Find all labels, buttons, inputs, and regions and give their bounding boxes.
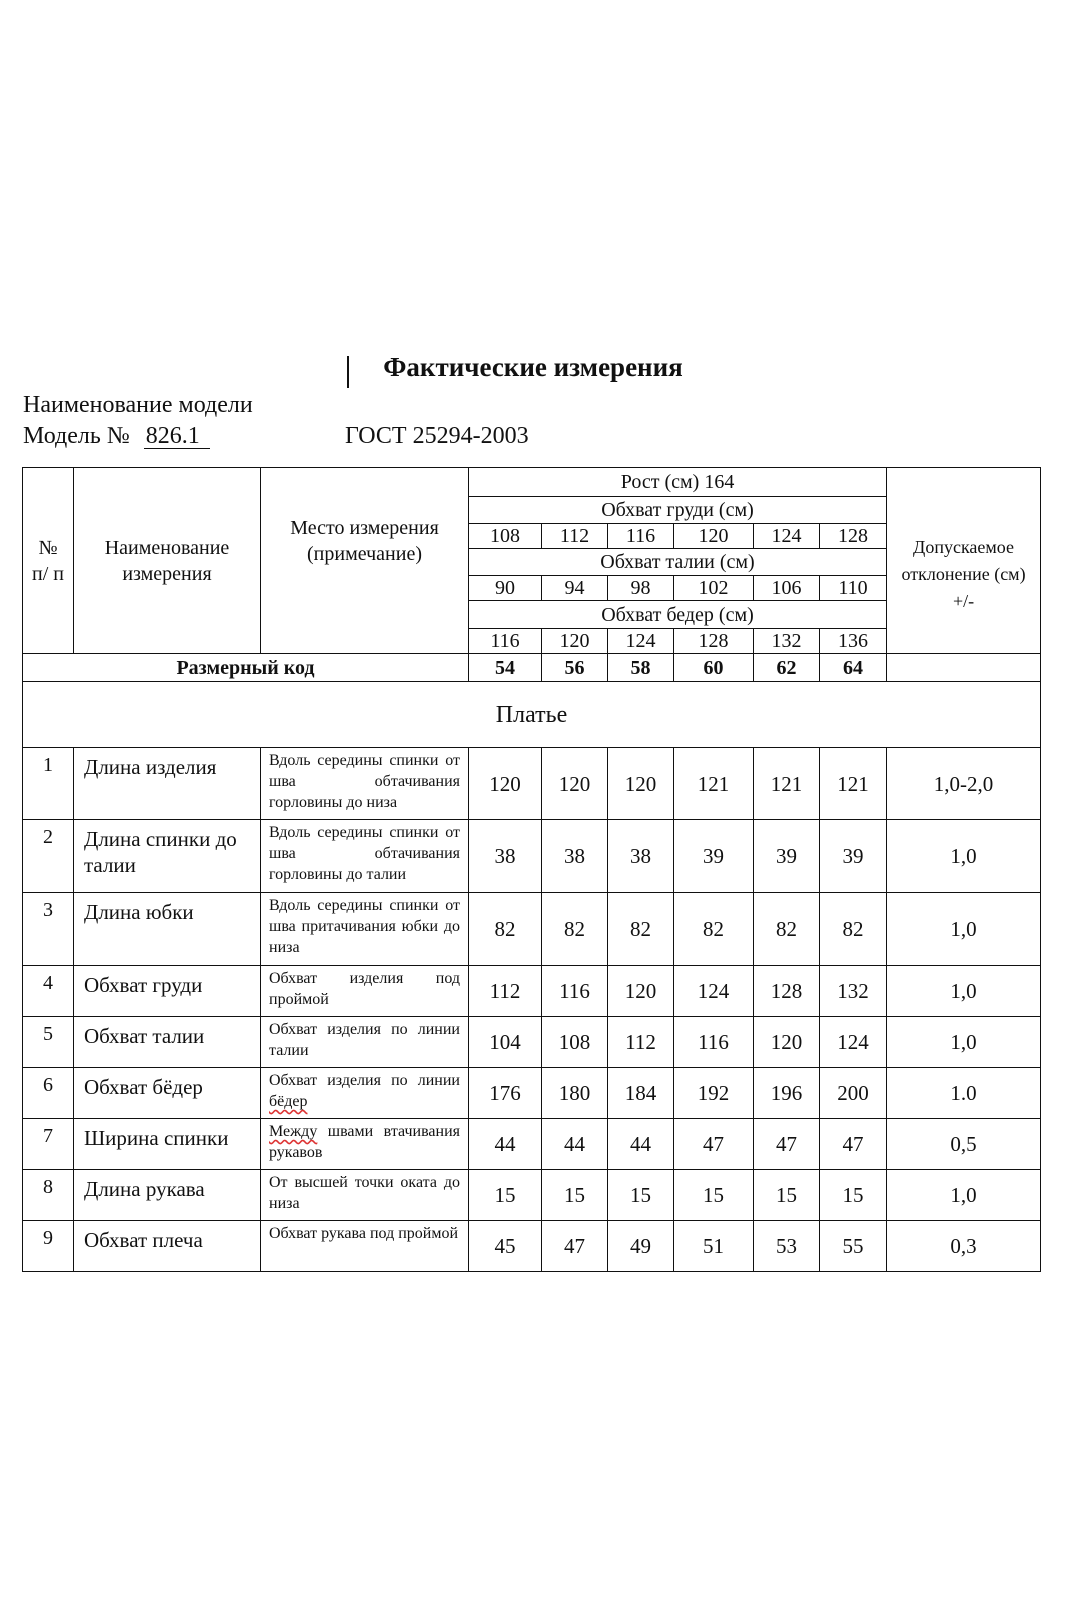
row-value: 44 bbox=[469, 1119, 542, 1170]
height-header: Рост (см) 164 bbox=[469, 468, 887, 497]
row-tolerance: 0,5 bbox=[887, 1119, 1041, 1170]
row-value: 38 bbox=[542, 820, 608, 893]
row-value: 176 bbox=[469, 1068, 542, 1119]
row-value: 15 bbox=[820, 1170, 887, 1221]
chest-value-cell: 112 bbox=[542, 524, 608, 549]
row-index: 9 bbox=[23, 1221, 74, 1272]
table-row bbox=[23, 1221, 1041, 1272]
row-value: 15 bbox=[608, 1170, 674, 1221]
table-row bbox=[23, 1017, 1041, 1068]
row-value: 15 bbox=[542, 1170, 608, 1221]
table-row bbox=[23, 748, 1041, 820]
row-place: От высшей точки оката до низа bbox=[261, 1170, 469, 1221]
row-name: Длина рукава bbox=[74, 1170, 261, 1221]
document-title: Фактические измерения bbox=[383, 352, 683, 382]
section-title: Платье bbox=[23, 682, 1041, 748]
row-tolerance: 0,3 bbox=[887, 1221, 1041, 1272]
model-number-value: 826.1 bbox=[144, 424, 210, 449]
row-tolerance: 1,0-2,0 bbox=[887, 748, 1041, 820]
tolerance-header: Допускаемое отклонение (см) +/- bbox=[887, 497, 1041, 654]
waist-value-cell: 98 bbox=[608, 576, 674, 601]
chest-header: Обхват груди (см) bbox=[469, 497, 887, 524]
row-value: 39 bbox=[754, 820, 820, 893]
row-value: 44 bbox=[608, 1119, 674, 1170]
waist-value-cell: 102 bbox=[674, 576, 754, 601]
row-value: 82 bbox=[820, 893, 887, 966]
row-value: 112 bbox=[469, 966, 542, 1017]
row-value: 82 bbox=[674, 893, 754, 966]
row-value: 132 bbox=[820, 966, 887, 1017]
row-value: 120 bbox=[608, 748, 674, 820]
row-index: 3 bbox=[23, 893, 74, 966]
row-name: Обхват бёдер bbox=[74, 1068, 261, 1119]
row-value: 180 bbox=[542, 1068, 608, 1119]
chest-value-cell: 124 bbox=[754, 524, 820, 549]
row-value: 44 bbox=[542, 1119, 608, 1170]
table-row bbox=[23, 820, 1041, 893]
hips-value-cell: 124 bbox=[608, 629, 674, 654]
row-value: 104 bbox=[469, 1017, 542, 1068]
row-tolerance: 1,0 bbox=[887, 820, 1041, 893]
row-value: 120 bbox=[542, 748, 608, 820]
row-value: 15 bbox=[469, 1170, 542, 1221]
chest-value-cell: 128 bbox=[820, 524, 887, 549]
row-tolerance: 1,0 bbox=[887, 966, 1041, 1017]
size-code-cell: 62 bbox=[754, 654, 820, 682]
hips-value-cell: 136 bbox=[820, 629, 887, 654]
row-value: 45 bbox=[469, 1221, 542, 1272]
row-value: 15 bbox=[674, 1170, 754, 1221]
row-value: 82 bbox=[754, 893, 820, 966]
row-value: 116 bbox=[674, 1017, 754, 1068]
size-code-tolerance-cell bbox=[887, 654, 1041, 682]
row-value: 47 bbox=[754, 1119, 820, 1170]
hips-value-cell: 132 bbox=[754, 629, 820, 654]
row-value: 120 bbox=[754, 1017, 820, 1068]
chest-value-cell: 108 bbox=[469, 524, 542, 549]
waist-value-cell: 110 bbox=[820, 576, 887, 601]
row-value: 121 bbox=[674, 748, 754, 820]
row-value: 192 bbox=[674, 1068, 754, 1119]
row-name: Длина изделия bbox=[74, 748, 261, 820]
row-value: 82 bbox=[542, 893, 608, 966]
row-value: 38 bbox=[608, 820, 674, 893]
hips-value-cell: 128 bbox=[674, 629, 754, 654]
row-name: Длина спинки до талии bbox=[74, 820, 261, 893]
row-value: 53 bbox=[754, 1221, 820, 1272]
row-value: 47 bbox=[542, 1221, 608, 1272]
model-number-line bbox=[23, 423, 210, 450]
row-value: 120 bbox=[469, 748, 542, 820]
row-name: Обхват талии bbox=[74, 1017, 261, 1068]
row-place: Обхват изделия по линии бёдер bbox=[261, 1068, 469, 1119]
row-name: Длина юбки bbox=[74, 893, 261, 966]
table-row bbox=[23, 966, 1041, 1017]
table-row bbox=[23, 1119, 1041, 1170]
row-index: 8 bbox=[23, 1170, 74, 1221]
row-value: 200 bbox=[820, 1068, 887, 1119]
row-value: 55 bbox=[820, 1221, 887, 1272]
row-tolerance: 1,0 bbox=[887, 893, 1041, 966]
row-value: 15 bbox=[754, 1170, 820, 1221]
row-value: 38 bbox=[469, 820, 542, 893]
row-index: 4 bbox=[23, 966, 74, 1017]
row-value: 121 bbox=[820, 748, 887, 820]
row-name: Обхват груди bbox=[74, 966, 261, 1017]
hips-header: Обхват бедер (см) bbox=[469, 601, 887, 629]
row-place: Вдоль середины спинки от шва притачивания юбки до низа bbox=[261, 893, 469, 966]
row-place: Вдоль середины спинки от шва обтачивания горловины до низа bbox=[261, 748, 469, 820]
row-index: 2 bbox=[23, 820, 74, 893]
row-index: 5 bbox=[23, 1017, 74, 1068]
row-value: 82 bbox=[469, 893, 542, 966]
row-value: 47 bbox=[820, 1119, 887, 1170]
standard-label: ГОСТ 25294-2003 bbox=[345, 423, 529, 449]
text-cursor bbox=[347, 356, 349, 388]
hips-value-cell: 116 bbox=[469, 629, 542, 654]
row-tolerance: 1.0 bbox=[887, 1068, 1041, 1119]
row-value: 184 bbox=[608, 1068, 674, 1119]
row-index: 1 bbox=[23, 748, 74, 820]
model-name-label: Наименование модели bbox=[23, 392, 253, 418]
row-place: Обхват изделия под проймой bbox=[261, 966, 469, 1017]
table-row bbox=[23, 1170, 1041, 1221]
waist-header: Обхват талии (см) bbox=[469, 549, 887, 576]
row-value: 121 bbox=[754, 748, 820, 820]
row-value: 124 bbox=[820, 1017, 887, 1068]
row-value: 124 bbox=[674, 966, 754, 1017]
row-value: 49 bbox=[608, 1221, 674, 1272]
tolerance-header-top bbox=[887, 468, 1041, 497]
row-value: 82 bbox=[608, 893, 674, 966]
place-header: Место измерения (примечание) bbox=[261, 468, 469, 654]
table-row bbox=[23, 893, 1041, 966]
measurements-table bbox=[22, 467, 1041, 1272]
hips-value-cell: 120 bbox=[542, 629, 608, 654]
row-index: 7 bbox=[23, 1119, 74, 1170]
index-header: № п/ п bbox=[23, 468, 74, 654]
waist-value-cell: 94 bbox=[542, 576, 608, 601]
waist-value-cell: 90 bbox=[469, 576, 542, 601]
table-row bbox=[23, 1068, 1041, 1119]
row-name: Ширина спинки bbox=[74, 1119, 261, 1170]
chest-value-cell: 116 bbox=[608, 524, 674, 549]
row-value: 128 bbox=[754, 966, 820, 1017]
row-place: Вдоль середины спинки от шва обтачивания горловины до талии bbox=[261, 820, 469, 893]
row-tolerance: 1,0 bbox=[887, 1170, 1041, 1221]
size-code-cell: 56 bbox=[542, 654, 608, 682]
name-header: Наименование измерения bbox=[74, 468, 261, 654]
row-value: 112 bbox=[608, 1017, 674, 1068]
size-code-cell: 60 bbox=[674, 654, 754, 682]
size-code-cell: 64 bbox=[820, 654, 887, 682]
row-value: 196 bbox=[754, 1068, 820, 1119]
size-code-cell: 54 bbox=[469, 654, 542, 682]
size-code-label: Размерный код bbox=[23, 654, 469, 682]
row-value: 47 bbox=[674, 1119, 754, 1170]
row-value: 120 bbox=[608, 966, 674, 1017]
row-name: Обхват плеча bbox=[74, 1221, 261, 1272]
row-value: 108 bbox=[542, 1017, 608, 1068]
chest-value-cell: 120 bbox=[674, 524, 754, 549]
row-tolerance: 1,0 bbox=[887, 1017, 1041, 1068]
row-value: 39 bbox=[674, 820, 754, 893]
waist-value-cell: 106 bbox=[754, 576, 820, 601]
row-index: 6 bbox=[23, 1068, 74, 1119]
row-place: Обхват рукава под проймой bbox=[261, 1221, 469, 1272]
row-place: Обхват изделия по линии талии bbox=[261, 1017, 469, 1068]
model-number-label: Модель № bbox=[23, 423, 130, 449]
row-value: 39 bbox=[820, 820, 887, 893]
row-place: Между швами втачивания рукавов bbox=[261, 1119, 469, 1170]
size-code-cell: 58 bbox=[608, 654, 674, 682]
row-value: 116 bbox=[542, 966, 608, 1017]
row-value: 51 bbox=[674, 1221, 754, 1272]
